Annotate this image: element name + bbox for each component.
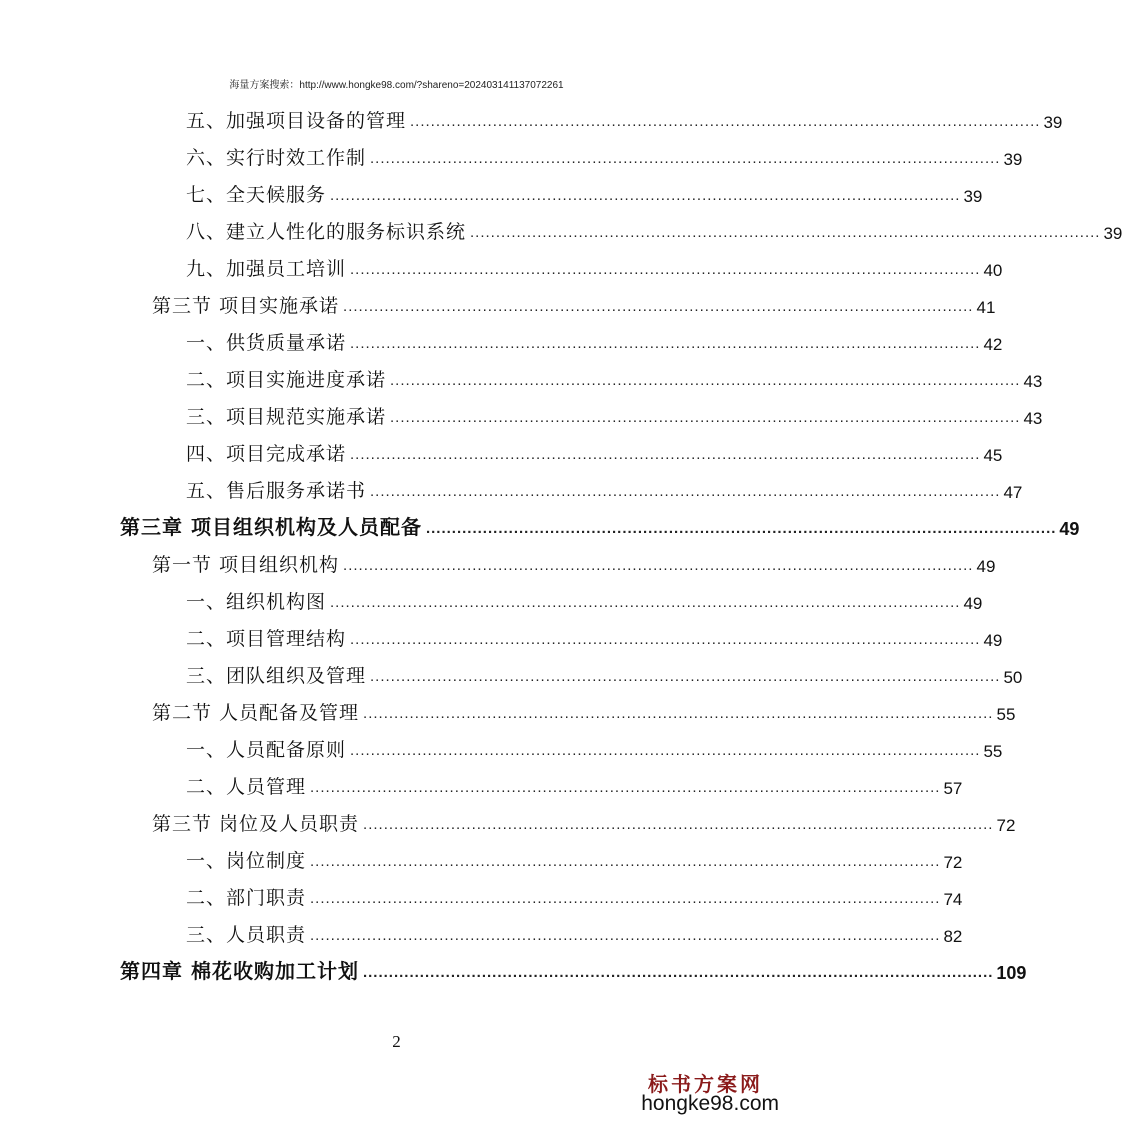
toc-leader-dots: .......................................................................................................................... [362, 964, 994, 981]
toc-leader-dots: .......................................................................................................................... [310, 927, 941, 944]
toc-entry[interactable] [186, 214, 1122, 244]
toc-entry-page: 42 [983, 335, 1003, 354]
toc-entry-page: 72 [943, 853, 963, 872]
toc-entry-label: 第三节 岗位及人员职责 [152, 813, 360, 835]
toc-entry[interactable] [152, 695, 1016, 725]
toc-entry-page: 47 [1003, 483, 1023, 502]
toc-leader-dots: .......................................................................................................................... [425, 520, 1057, 537]
toc-entry-page: 40 [983, 261, 1003, 280]
toc-leader-dots: .......................................................................................................................... [470, 224, 1101, 241]
toc-entry-label: 一、人员配备原则 [186, 739, 347, 761]
toc-leader-dots: .......................................................................................................................... [350, 335, 981, 352]
toc-entry[interactable] [186, 584, 983, 614]
toc-entry-page: 39 [1003, 150, 1023, 169]
watermark-domain: hongke98.com [641, 1092, 779, 1115]
toc-entry-label: 三、人员职责 [186, 924, 307, 946]
toc-entry-page: 43 [1023, 409, 1043, 428]
watermark-logo-text: 标书方案网 [648, 1072, 763, 1096]
toc-entry-label: 七、全天候服务 [186, 184, 327, 206]
toc-leader-dots: .......................................................................................................................... [343, 298, 974, 315]
toc-entry-label: 第三章 项目组织机构及人员配备 [120, 515, 422, 539]
toc-leader-dots: .......................................................................................................................... [350, 742, 981, 759]
toc-entry-page: 49 [963, 594, 983, 613]
toc-entry[interactable] [186, 880, 963, 910]
toc-entry[interactable] [186, 917, 963, 947]
toc-leader-dots: .......................................................................................................................... [363, 705, 994, 722]
toc-entry-label: 九、加强员工培训 [186, 258, 347, 280]
toc-entry[interactable] [186, 362, 1043, 392]
toc-entry-label: 六、实行时效工作制 [186, 147, 367, 169]
toc-entry-page: 43 [1023, 372, 1043, 391]
toc-entry-label: 二、部门职责 [186, 887, 307, 909]
toc-entry-label: 二、人员管理 [186, 776, 307, 798]
toc-entry-page: 49 [983, 631, 1003, 650]
toc-entry[interactable] [186, 251, 1003, 281]
toc-leader-dots: .......................................................................................................................... [370, 150, 1001, 167]
toc-entry-label: 二、项目管理结构 [186, 628, 347, 650]
toc-entry[interactable] [186, 473, 1023, 503]
toc-entry-page: 49 [1059, 519, 1080, 539]
page-number: 2 [392, 1032, 401, 1051]
toc-entry-page: 55 [983, 742, 1003, 761]
toc-entry-label: 第三节 项目实施承诺 [152, 295, 340, 317]
toc-entry-label: 三、项目规范实施承诺 [186, 406, 387, 428]
toc-leader-dots: .......................................................................................................................... [310, 779, 941, 796]
toc-entry[interactable] [186, 732, 1003, 762]
toc-entry[interactable] [152, 806, 1016, 836]
toc-entry-label: 第二节 人员配备及管理 [152, 702, 360, 724]
toc-entry[interactable] [186, 325, 1003, 355]
toc-leader-dots: .......................................................................................................................... [310, 853, 941, 870]
toc-entry[interactable] [186, 140, 1023, 170]
toc-leader-dots: .......................................................................................................................... [370, 668, 1001, 685]
toc-entry[interactable] [152, 288, 996, 318]
toc-entry-label: 五、加强项目设备的管理 [186, 110, 407, 132]
toc-entry-label: 五、售后服务承诺书 [186, 480, 367, 502]
toc-entry-page: 57 [943, 779, 963, 798]
toc-entry-page: 109 [996, 963, 1027, 983]
toc-entry-chapter[interactable] [120, 954, 1027, 984]
toc-entry-label: 一、岗位制度 [186, 850, 307, 872]
toc-leader-dots: .......................................................................................................................... [310, 890, 941, 907]
toc-entry[interactable] [186, 399, 1043, 429]
toc-entry-label: 一、组织机构图 [186, 591, 327, 613]
toc-entry-page: 39 [1043, 113, 1063, 132]
toc-entry[interactable] [186, 436, 1003, 466]
toc-leader-dots: .......................................................................................................................... [350, 631, 981, 648]
toc-leader-dots: .......................................................................................................................... [370, 483, 1001, 500]
toc-entry-page: 45 [983, 446, 1003, 465]
toc-entry-chapter[interactable] [120, 510, 1080, 540]
toc-entry-label: 一、供货质量承诺 [186, 332, 347, 354]
toc-entry[interactable] [186, 103, 1063, 133]
toc-entry-page: 72 [996, 816, 1016, 835]
toc-leader-dots: .......................................................................................................................... [390, 372, 1021, 389]
toc-entry-label: 第一节 项目组织机构 [152, 554, 340, 576]
toc-leader-dots: .......................................................................................................................... [410, 113, 1041, 130]
toc-entry[interactable] [186, 621, 1003, 651]
toc-leader-dots: .......................................................................................................................... [390, 409, 1021, 426]
toc-entry[interactable] [186, 658, 1023, 688]
toc-entry-label: 第四章 棉花收购加工计划 [120, 959, 359, 983]
toc-entry-page: 39 [1103, 224, 1122, 243]
toc-leader-dots: .......................................................................................................................... [363, 816, 994, 833]
toc-entry-label: 八、建立人性化的服务标识系统 [186, 221, 467, 243]
toc-entry-page: 41 [976, 298, 996, 317]
toc-entry-page: 55 [996, 705, 1016, 724]
toc-entry-page: 50 [1003, 668, 1023, 687]
toc-entry-page: 82 [943, 927, 963, 946]
page-header-url: 海量方案搜索：http://www.hongke98.com/?shareno=2024031411370722​61 [229, 80, 564, 91]
toc-entry-page: 74 [943, 890, 963, 909]
toc-entry-label: 四、项目完成承诺 [186, 443, 347, 465]
toc-leader-dots: .......................................................................................................................... [330, 594, 961, 611]
toc-leader-dots: .......................................................................................................................... [343, 557, 974, 574]
toc-entry[interactable] [152, 547, 996, 577]
toc-entry-page: 49 [976, 557, 996, 576]
toc-entry-label: 二、项目实施进度承诺 [186, 369, 387, 391]
toc-entry[interactable] [186, 177, 983, 207]
toc-entry-page: 39 [963, 187, 983, 206]
toc-entry-label: 三、团队组织及管理 [186, 665, 367, 687]
toc-entry[interactable] [186, 769, 963, 799]
toc-leader-dots: .......................................................................................................................... [330, 187, 961, 204]
toc-entry[interactable] [186, 843, 963, 873]
toc-leader-dots: .......................................................................................................................... [350, 446, 981, 463]
toc-leader-dots: .......................................................................................................................... [350, 261, 981, 278]
